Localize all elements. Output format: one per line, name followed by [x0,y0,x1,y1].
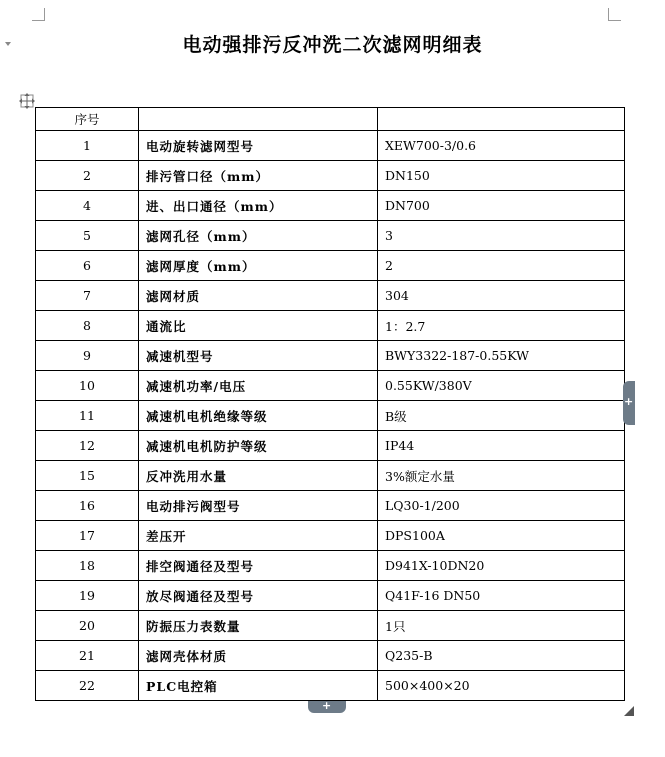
row-parameter-value: B级 [378,401,625,431]
row-parameter-name: 减速机电机防护等级 [139,431,378,461]
row-parameter-name: 减速机功率/电压 [139,371,378,401]
table-header-row [36,108,625,131]
table-row [36,371,625,401]
table-row [36,461,625,491]
row-number: 2 [36,161,139,191]
row-number: 8 [36,311,139,341]
table-row [36,641,625,671]
header-value [378,108,625,131]
plus-icon: + [624,395,634,408]
table-row [36,431,625,461]
table-row [36,401,625,431]
row-parameter-value: 3 [378,221,625,251]
row-parameter-name: 电动旋转滤网型号 [139,131,378,161]
row-parameter-name: PLC电控箱 [139,671,378,701]
row-parameter-name: 电动排污阀型号 [139,491,378,521]
row-number: 21 [36,641,139,671]
row-parameter-value: D941X-10DN20 [378,551,625,581]
row-parameter-name: 差压开 [139,521,378,551]
row-parameter-value: 304 [378,281,625,311]
row-number: 18 [36,551,139,581]
row-parameter-name: 滤网材质 [139,281,378,311]
row-parameter-value: Q41F-16 DN50 [378,581,625,611]
row-parameter-value: BWY3322-187-0.55KW [378,341,625,371]
add-column-button[interactable] [623,381,635,425]
row-parameter-name: 排污管口径（mm） [139,161,378,191]
row-number: 4 [36,191,139,221]
row-parameter-value: 1只 [378,611,625,641]
table-row [36,131,625,161]
table-row [36,611,625,641]
row-parameter-value: 0.55KW/380V [378,371,625,401]
table-row [36,281,625,311]
add-row-button[interactable] [308,701,346,713]
row-parameter-value: 3%额定水量 [378,461,625,491]
row-number: 22 [36,671,139,701]
row-number: 10 [36,371,139,401]
row-number: 19 [36,581,139,611]
table-row [36,491,625,521]
table-row [36,191,625,221]
detail-table [35,107,625,701]
row-parameter-name: 减速机型号 [139,341,378,371]
row-parameter-value: LQ30-1/200 [378,491,625,521]
row-parameter-name: 减速机电机绝缘等级 [139,401,378,431]
row-parameter-value: XEW700-3/0.6 [378,131,625,161]
row-number: 7 [36,281,139,311]
row-parameter-name: 进、出口通径（mm） [139,191,378,221]
row-number: 9 [36,341,139,371]
table-row [36,251,625,281]
row-parameter-name: 排空阀通径及型号 [139,551,378,581]
header-no: 序号 [36,108,139,131]
crop-mark-top-right [608,8,621,21]
row-parameter-name: 滤网孔径（mm） [139,221,378,251]
row-parameter-value: DN150 [378,161,625,191]
row-parameter-name: 滤网壳体材质 [139,641,378,671]
table-row [36,551,625,581]
table-row [36,221,625,251]
table-row [36,311,625,341]
row-parameter-value: 2 [378,251,625,281]
row-number: 20 [36,611,139,641]
plus-icon: + [322,699,332,712]
document-title: 电动强排污反冲洗二次滤网明细表 [182,34,483,56]
table-resize-handle-icon[interactable] [624,701,634,711]
row-parameter-name: 反冲洗用水量 [139,461,378,491]
table-row [36,161,625,191]
row-parameter-name: 滤网厚度（mm） [139,251,378,281]
row-parameter-value: Q235-B [378,641,625,671]
table-row [36,671,625,701]
row-number: 17 [36,521,139,551]
table-row [36,341,625,371]
row-parameter-name: 放尽阀通径及型号 [139,581,378,611]
row-parameter-value: IP44 [378,431,625,461]
row-number: 15 [36,461,139,491]
row-parameter-value: DPS100A [378,521,625,551]
row-number: 5 [36,221,139,251]
row-parameter-name: 防振压力表数量 [139,611,378,641]
crop-mark-top-left [32,8,45,21]
header-name [139,108,378,131]
row-parameter-value: 500×400×20 [378,671,625,701]
row-number: 6 [36,251,139,281]
row-number: 16 [36,491,139,521]
row-number: 11 [36,401,139,431]
table-row [36,521,625,551]
row-parameter-value: 1：2.7 [378,311,625,341]
row-number: 1 [36,131,139,161]
table-move-handle-icon[interactable] [18,92,36,110]
row-parameter-value: DN700 [378,191,625,221]
row-number: 12 [36,431,139,461]
row-parameter-name: 通流比 [139,311,378,341]
table-row [36,581,625,611]
